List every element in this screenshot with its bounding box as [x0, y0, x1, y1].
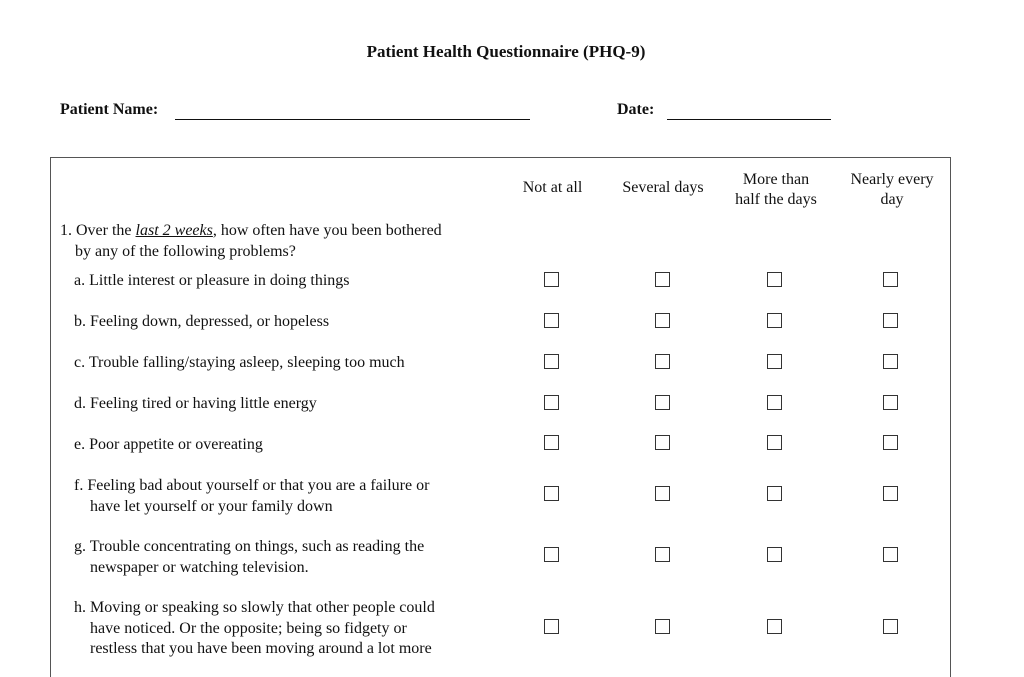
item-text: have let yourself or your family down	[90, 497, 333, 515]
column-header-more-than-half	[722, 170, 830, 210]
checkbox-e-several-days[interactable]	[655, 435, 670, 450]
question-number: 1.	[60, 222, 72, 239]
checkbox-h-not-at-all[interactable]	[544, 619, 559, 634]
date-field[interactable]	[667, 119, 831, 120]
question-text: Over the	[76, 222, 132, 239]
checkbox-h-nearly-every-day[interactable]	[883, 619, 898, 634]
checkbox-e-more-than-half[interactable]	[767, 435, 782, 450]
column-header-nearly-every-day	[836, 170, 948, 210]
checkbox-g-several-days[interactable]	[655, 547, 670, 562]
checkbox-d-several-days[interactable]	[655, 395, 670, 410]
item-text: have noticed. Or the opposite; being so fidgety or	[90, 619, 407, 637]
checkbox-h-more-than-half[interactable]	[767, 619, 782, 634]
checkbox-e-not-at-all[interactable]	[544, 435, 559, 450]
column-header-line: More than	[742, 171, 810, 188]
checkbox-a-nearly-every-day[interactable]	[883, 272, 898, 287]
item-text: h. Moving or speaking so slowly that other people could	[74, 599, 435, 616]
checkbox-c-nearly-every-day[interactable]	[883, 354, 898, 369]
checkbox-d-more-than-half[interactable]	[767, 395, 782, 410]
patient-name-label: Patient Name:	[60, 101, 159, 118]
item-text: c. Trouble falling/staying asleep, sleeping too much	[74, 354, 405, 371]
checkbox-b-several-days[interactable]	[655, 313, 670, 328]
checkbox-f-several-days[interactable]	[655, 486, 670, 501]
question-text-line2: by any of the following problems?	[75, 243, 296, 260]
item-g	[74, 537, 494, 578]
checkbox-e-nearly-every-day[interactable]	[883, 435, 898, 450]
item-b	[74, 312, 494, 333]
checkbox-g-nearly-every-day[interactable]	[883, 547, 898, 562]
checkbox-b-not-at-all[interactable]	[544, 313, 559, 328]
item-text: f. Feeling bad about yourself or that you are a failure or	[74, 477, 430, 494]
column-header-line: half the days	[735, 191, 817, 208]
checkbox-a-not-at-all[interactable]	[544, 272, 559, 287]
item-text: d. Feeling tired or having little energy	[74, 395, 317, 412]
page-title: Patient Health Questionnaire (PHQ-9)	[366, 42, 646, 61]
checkbox-f-not-at-all[interactable]	[544, 486, 559, 501]
item-text: a. Little interest or pleasure in doing things	[74, 272, 350, 289]
checkbox-g-more-than-half[interactable]	[767, 547, 782, 562]
column-header-several-days: Several days	[622, 179, 704, 196]
checkbox-b-more-than-half[interactable]	[767, 313, 782, 328]
patient-name-field[interactable]	[175, 119, 530, 120]
checkbox-a-several-days[interactable]	[655, 272, 670, 287]
item-text: e. Poor appetite or overeating	[74, 436, 263, 453]
item-text: g. Trouble concentrating on things, such as reading the	[74, 538, 425, 555]
checkbox-c-several-days[interactable]	[655, 354, 670, 369]
column-header-line: day	[880, 191, 904, 208]
item-c	[74, 353, 494, 374]
checkbox-h-several-days[interactable]	[655, 619, 670, 634]
question-text: , how often have you been bothered	[212, 222, 442, 239]
item-a	[74, 271, 494, 292]
item-h	[74, 598, 494, 660]
checkbox-d-not-at-all[interactable]	[544, 395, 559, 410]
checkbox-c-more-than-half[interactable]	[767, 354, 782, 369]
question-emphasis: last 2 weeks	[135, 222, 213, 239]
column-header-line: Nearly every	[850, 171, 934, 188]
date-label: Date:	[617, 101, 655, 118]
item-text: b. Feeling down, depressed, or hopeless	[74, 313, 330, 330]
checkbox-g-not-at-all[interactable]	[544, 547, 559, 562]
item-f	[74, 476, 494, 517]
item-e	[74, 435, 494, 456]
item-text: restless that you have been moving around a lot more	[90, 640, 432, 657]
checkbox-b-nearly-every-day[interactable]	[883, 313, 898, 328]
item-text: newspaper or watching television.	[90, 558, 309, 576]
item-d	[74, 394, 494, 415]
question-1-prompt	[60, 220, 442, 262]
column-header-not-at-all: Not at all	[522, 179, 583, 196]
checkbox-d-nearly-every-day[interactable]	[883, 395, 898, 410]
checkbox-c-not-at-all[interactable]	[544, 354, 559, 369]
checkbox-f-nearly-every-day[interactable]	[883, 486, 898, 501]
checkbox-f-more-than-half[interactable]	[767, 486, 782, 501]
checkbox-a-more-than-half[interactable]	[767, 272, 782, 287]
